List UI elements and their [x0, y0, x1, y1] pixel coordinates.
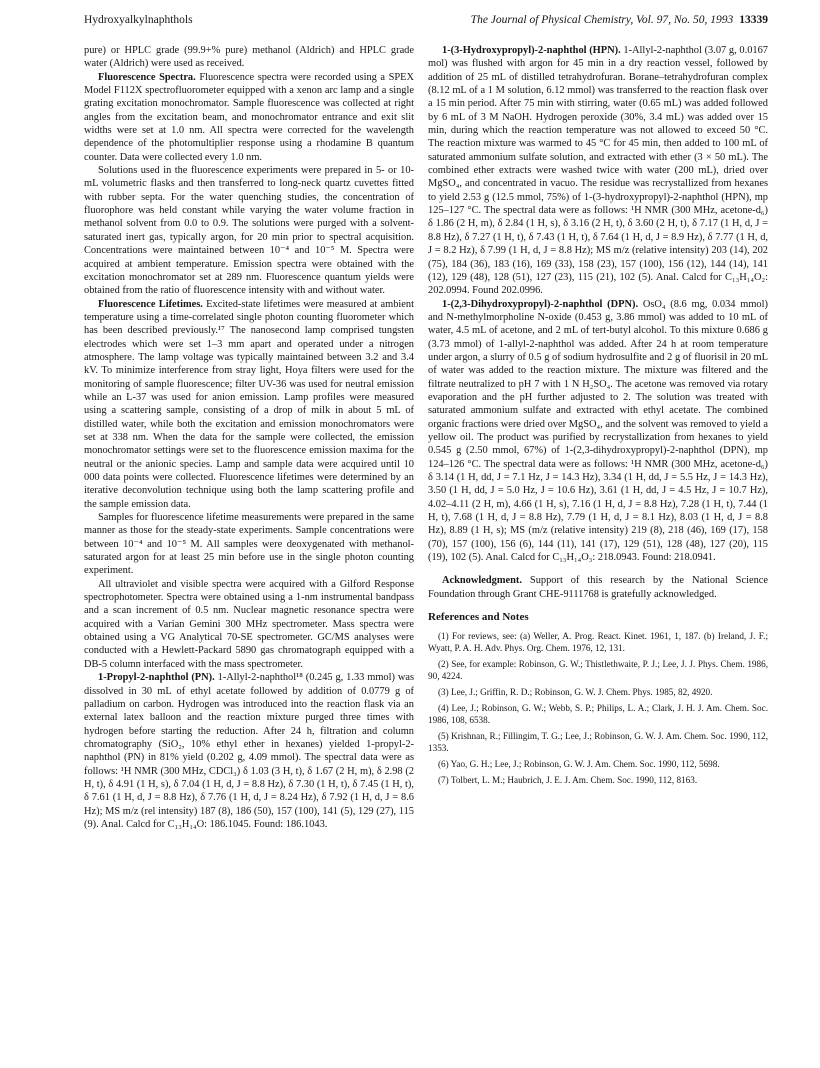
- paragraph-text: Excited-state lifetimes were measured at ambient temperature using a time-correlated single photon counting fluorometer which has been described previously.¹⁷ The nanosecond lamp comprised tungsten electrodes which were set 1–3 mm apart and operated under a nitrogen atmosphere. The lamp voltage was typically maintained between 3.2 and 3.4 kV. To minimize interference from stray light, Hoya filters were used for the monitoring of sample fluorescence; filter UV-36 was used for neutral emission while an L-37 was used for anion emission. Lamp profiles were measured using a scattering sample, consisting of a drop of milk in about 5 mL of distilled water, while both the excitation and emission monochromators were set at 338 nm. When the data for the sample were collected, the emission monochromator settings were set to the fluorescence emission maxima for the neutral or the anionic species. Lamp and sample data were acquired until 10 000 data points were collected. Fluorescence lifetimes were determined by an iterative deconvolution technique using both the lamp scattering profile and the sample emission data.: [84, 298, 414, 510]
- reference-item: (1) For reviews, see: (a) Weller, A. Prog. React. Kinet. 1961, 1, 187. (b) Ireland, J. F.; Wyatt, P. A. H. Adv. Phys. Org. Chem. 1976, 12, 131.: [428, 631, 768, 654]
- paragraph-text: Support of this research by the National Science Foundation through Grant CHE-9111768 is gratefully acknowledged.: [428, 575, 768, 600]
- paragraph-lifetime-samples: Samples for fluorescence lifetime measurements were prepared in the same manner as those for the steady-state experiments. Sample concentrations were between 10⁻⁴ and 10⁻⁵ M. All samples were deoxygenated with methanol-saturated argon for at least 25 min before use in the single photon counting experiment.: [84, 512, 414, 577]
- reference-item: (7) Tolbert, L. M.; Haubrich, J. E. J. Am. Chem. Soc. 1990, 112, 8163.: [438, 775, 698, 786]
- paragraph-hpn-synthesis: [428, 44, 768, 298]
- paragraph-fluorescence-lifetimes: [84, 298, 414, 512]
- paragraph-solutions: Solutions used in the fluorescence experiments were prepared in 5- or 10-mL volumetric flasks and then transferred to long-neck quartz cuvettes fitted with rubber septa. For the water quenching studies, the concentration of fluorophore was held constant while varying the water volume fraction in methanol solvent from 0.0 to 0.9. The solutions were purged with a solvent-saturated inert gas, typically argon, for 20 min prior to spectral acquisition. Concentrations were maintained between 10⁻⁴ and 10⁻⁵ M. Spectra were acquired at ambient temperature. Emission spectra were obtained with the excitation monochromator set at 289 nm. Fluorescence quantum yields were obtained from the ratio of fluorescence intensity with and without water.: [84, 165, 414, 297]
- paragraph-fluorescence-spectra: [84, 71, 414, 164]
- reference-item: (4) Lee, J.; Robinson, G. W.; Webb, S. P.; Philips, L. A.; Clark, J. H. J. Am. Chem. Soc. 1986, 108, 6538.: [428, 703, 768, 726]
- compound-heading-pn: 1-Propyl-2-naphthol (PN).: [98, 672, 215, 684]
- references-heading: References and Notes: [428, 611, 529, 624]
- section-heading-fluorescence-spectra: Fluorescence Spectra.: [98, 71, 196, 83]
- reference-item: (5) Krishnan, R.; Fillingim, T. G.; Lee, J.; Robinson, G. W. J. Am. Chem. Soc. 1990, 112, 1353.: [428, 731, 768, 754]
- compound-heading-hpn: 1-(3-Hydroxypropyl)-2-naphthol (HPN).: [442, 45, 621, 56]
- paragraph-text: 1-Allyl-2-naphthol (3.07 g, 0.0167 mol) was flushed with argon for 45 min in a dry reaction vessel, followed by addition of 25 mL of distilled tetrahydrofuran. Borane–tetrahydrofuran complex (8.12 mL of a 1 M solution, 6.12 mmol) was transferred to the reaction flask over a 15 min period. After 75 min with stirring, water (0.65 mL) was added followed by 6 mL of 3 M NaOH. Hydrogen peroxide (30%, 3.4 mL) was added over 15 min, during which the reaction temperature was not allowed to exceed 50 °C. The reaction mixture was warmed to 45 °C for 45 min, then added to 100 mL of saturated ammonium sulfate solution, and extracted with ether (3 × 50 mL). The combined ether extracts were washed twice with water (200 mL), dried over MgSO₄, and concentrated in vacuo. The residue was recrystallized from hexanes to yield 2.53 g (12.5 mmol, 75%) of 1-(3-hydroxypropyl)-2-naphthol (HPN), mp 125–127 °C. The spectral data were as follows: ¹H NMR (300 MHz, acetone-d₆) δ 1.86 (2 H, m), δ 2.84 (1 H, s), δ 3.16 (2 H, t), δ 3.60 (2 H, t), δ 7.17 (1 H, d, J = 8.8 Hz), δ 7.27 (1 H, t), δ 7.43 (1 H, t), δ 7.64 (1 H, d, J = 8.9 Hz), δ 7.77 (1 H, d, J = 8.2 Hz), δ 7.99 (1 H, d, J = 8.8 Hz); MS m/z (relative intensity) 203 (14), 202 (75), 184 (36), 183 (16), 169 (33), 158 (23), 157 (100), 156 (12), 144 (14), 141 (12), 129 (48), 128 (51), 127 (23), 115 (21), 102 (5). Anal. Calcd for C₁₃H₁₄O₂: 202.0994. Found 202.0996.: [428, 45, 768, 297]
- journal-citation: [471, 14, 768, 26]
- journal-name: The Journal of Physical Chemistry, Vol. 97, No. 50, 1993: [470, 14, 734, 26]
- reference-item: (2) See, for example: Robinson, G. W.; Thistlethwaite, P. J.; Lee, J. J. Phys. Chem. 1986, 90, 4224.: [428, 659, 768, 682]
- left-column: [84, 44, 414, 831]
- right-column: [428, 44, 768, 790]
- running-title: Hydroxyalkylnaphthols: [84, 14, 193, 26]
- compound-heading-dpn: 1-(2,3-Dihydroxypropyl)-2-naphthol (DPN).: [442, 298, 639, 310]
- paragraph-instrumentation: All ultraviolet and visible spectra were acquired with a Gilford Response spectrophotometer. Spectra were obtained using a 1-nm instrumental bandpass and a scan increment of 0.5 nm. Nuclear magnetic resonance spectra were acquired with a Varian Gemini 300 MHz spectrometer. Mass spectra were obtained using a VG Analytical 70-SE spectrometer. GC/MS analyses were conducted with a Hewlett-Packard 5890 gas chromatograph equipped with a DB-5 column interfaced with the mass spectrometer.: [84, 578, 414, 670]
- paragraph-text: 1-Allyl-2-naphthol¹⁸ (0.245 g, 1.33 mmol) was dissolved in 30 mL of ethyl acetate followed by addition of 0.0779 g of palladium on carbon. Hydrogen was introduced into the reaction flask via an external latex balloon and the reaction mixture purged three times with hydrogen before starting the reduction. After 24 h, filtration and column chromatography (SiO₂, 10% ethyl ether in hexanes) yielded 1-propyl-2-naphthol (PN) in 81% yield (0.202 g, 4.09 mmol). The spectral data were as follows: ¹H NMR (300 MHz, CDCl₃) δ 1.03 (3 H, t), δ 1.67 (2 H, m), δ 2.98 (2 H, t), δ 4.91 (1 H, s), δ 7.04 (1 H, d, J = 8.8 Hz), δ 7.30 (1 H, t), δ 7.45 (1 H, t), δ 7.61 (1 H, d, J = 8.8 Hz), δ 7.76 (1 H, d, J = 8.24 Hz), δ 7.92 (1 H, d, J = 8.6 Hz); MS m/z (rel intensity) 187 (8), 186 (50), 157 (100), 141 (5), 129 (27), 115 (9). Anal. Calcd for C₁₃H₁₄O: 186.1045. Found: 186.1043.: [84, 672, 414, 830]
- acknowledgment-heading: Acknowledgment.: [442, 575, 522, 587]
- running-header: [84, 14, 768, 34]
- reference-list: [428, 630, 768, 786]
- section-heading-fluorescence-lifetimes: Fluorescence Lifetimes.: [98, 298, 203, 310]
- page-number: 13339: [739, 14, 768, 26]
- paragraph-text: Fluorescence spectra were recorded using a SPEX Model F112X spectrofluorometer equipped with a xenon arc lamp and a single grating excitation monochromator. Sample fluorescence was collected at right angles from the excitation beam, and monochromator entrance and exit slit widths were set at 1.0 nm. All spectra were corrected for the wavelength dependence of the photomultiplier response using a rhodamine B quantum counter. Data were collected every 1.0 nm.: [84, 71, 415, 163]
- paragraph-materials: pure) or HPLC grade (99.9+% pure) methanol (Aldrich) and HPLC grade water (Aldrich) were used as received.: [84, 45, 414, 70]
- spacer: [428, 601, 768, 611]
- reference-item: (3) Lee, J.; Griffin, R. D.; Robinson, G. W. J. Chem. Phys. 1985, 82, 4920.: [438, 687, 713, 698]
- reference-item: (6) Yao, G. H.; Lee, J.; Robinson, G. W. J. Am. Chem. Soc. 1990, 112, 5698.: [438, 759, 720, 770]
- paragraph-dpn-synthesis: [428, 298, 768, 565]
- paragraph-pn-synthesis: [84, 671, 414, 831]
- spacer: [428, 564, 768, 574]
- paragraph-acknowledgment: [428, 574, 768, 601]
- paragraph-text: OsO₄ (8.6 mg, 0.034 mmol) and N-methylmorpholine N-oxide (0.453 g, 3.86 mmol) was added to 10 mL of water, 4.5 mL of acetone, and 2 mL of tert-butyl alcohol. To this mixture 0.686 g (3.73 mmol) of 1-allyl-2-naphthol was added. After 24 h at room temperature under argon, a slurry of 0.5 g of sodium hydrosulfite and 2 g of fluorisil in 20 mL of water was added to the reaction mixture. The mixture was filtered and the filtrate neutralized to pH 7 with 1 N H₂SO₄. The acetone was removed via rotary evaporation and the pH further adjusted to 2. The solution was treated with saturated ammonium sulfate and extracted with ethyl acetate. The combined organic fractions were dried over MgSO₄, and the solvent was removed to yield a yellow oil. The product was purified by recrystallization from hexanes to yield 0.545 g (2.50 mmol, 67%) of 1-(2,3-dihydroxypropyl)-2-naphthol (DPN), mp 124–126 °C. The spectral data were as follows: ¹H NMR (300 MHz, acetone-d₆) δ 3.14 (1 H, dd, J = 7.1 Hz, J = 14.3 Hz), 3.34 (1 H, dd, J = 5.5 Hz, J = 14.3 Hz), 3.50 (1 H, dd, J = 5.0 Hz, J = 10.6 Hz), 3.61 (1 H, dd, J = 4.5 Hz, J = 10.7 Hz), 4.02–4.11 (2 H, m), 4.66 (1 H, s), 7.16 (1 H, d, J = 8.8 Hz), 7.28 (1 H, t), 7.44 (1 H, t), 7.68 (1 H, d, J = 8.8 Hz), 7.79 (1 H, d, J = 8.1 Hz), 8.03 (1 H, d, J = 8.8 Hz), 8.89 (1 H, s); MS (m/z (relative intensity) 219 (8), 218 (46), 169 (17), 158 (70), 157 (100), 156 (6), 144 (11), 141 (17), 129 (51), 128 (48), 127 (20), 115 (19), 102 (5). Anal. Calcd for C₁₃H₁₄O₃: 218.0943. Found: 218.0941.: [428, 298, 768, 564]
